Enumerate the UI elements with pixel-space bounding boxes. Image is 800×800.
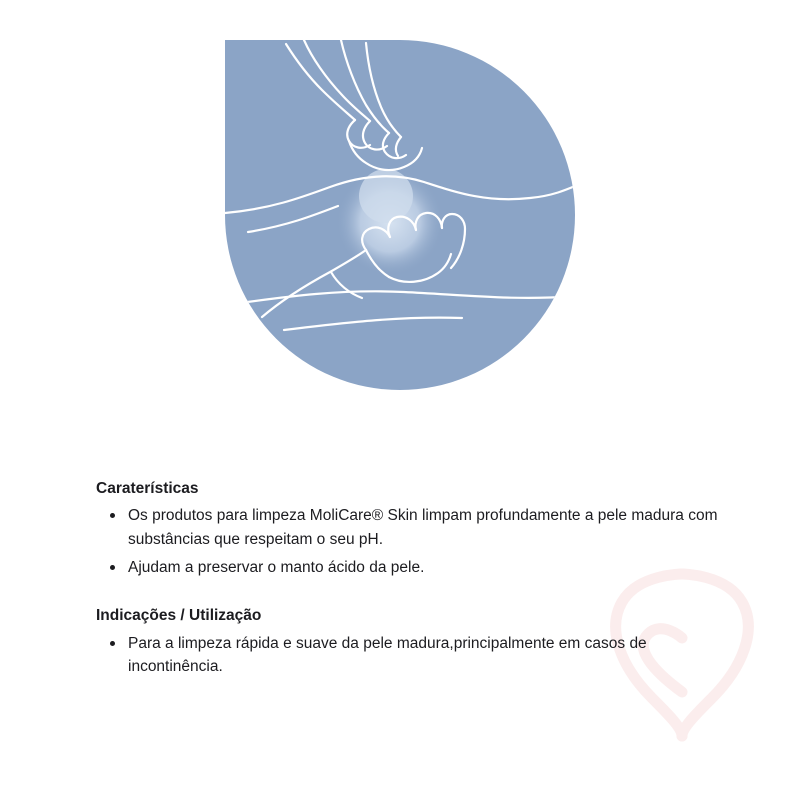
product-text-content xyxy=(96,478,726,679)
section-caracteristicas xyxy=(96,478,726,579)
list-item: Ajudam a preservar o manto ácido da pele. xyxy=(96,556,726,580)
list-item: Para a limpeza rápida e suave da pele madura,principalmente em casos de incontinência. xyxy=(96,632,726,679)
section-bullet-list xyxy=(96,504,726,579)
section-indicacoes-utilizacao xyxy=(96,605,726,679)
section-title: Caraterísticas xyxy=(96,480,199,497)
section-bullet-list xyxy=(96,632,726,679)
list-item: Os produtos para limpeza MoliCare® Skin limpam profundamente a pele madura com substâncias que respeitam o seu pH. xyxy=(96,504,726,551)
section-title: Indicações / Utilização xyxy=(96,607,262,625)
